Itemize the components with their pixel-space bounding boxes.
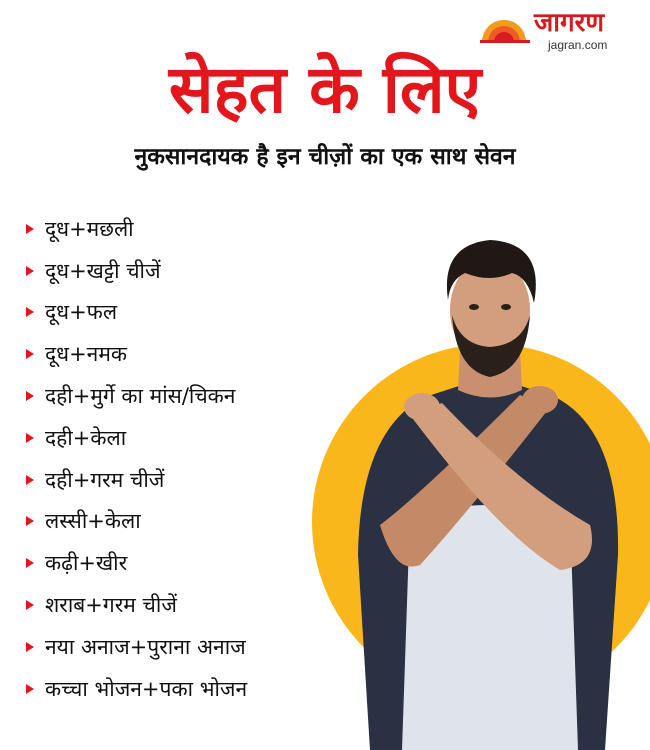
list-item — [26, 417, 247, 459]
list-item — [26, 375, 247, 417]
man-crossed-arms-illustration — [300, 225, 650, 750]
triangle-bullet-icon — [26, 349, 34, 359]
list-item — [26, 208, 247, 250]
brand-name: जागरण — [534, 8, 605, 38]
food-combination-list — [26, 208, 247, 710]
triangle-bullet-icon — [26, 307, 34, 317]
triangle-bullet-icon — [26, 433, 34, 443]
triangle-bullet-icon — [26, 475, 34, 485]
right-eye — [501, 304, 511, 310]
list-item — [26, 501, 247, 543]
list-item — [26, 626, 247, 668]
triangle-bullet-icon — [26, 224, 34, 234]
list-item-text: लस्सी+केला — [45, 509, 141, 534]
list-item — [26, 542, 247, 584]
list-item-text: दही+मुर्गे का मांस/चिकन — [45, 384, 236, 409]
triangle-bullet-icon — [26, 391, 34, 401]
page-subtitle: नुकसानदायक है इन चीज़ों का एक साथ सेवन — [134, 144, 516, 170]
sun-logo-icon — [478, 14, 534, 44]
list-item-text: दही+केला — [45, 425, 127, 450]
list-item-text: दूध+खट्टी चीजें — [45, 258, 161, 283]
list-item — [26, 668, 247, 710]
list-item-text: कढ़ी+खीर — [45, 551, 128, 576]
list-item — [26, 333, 247, 375]
triangle-bullet-icon — [26, 600, 34, 610]
list-item — [26, 459, 247, 501]
triangle-bullet-icon — [26, 642, 34, 652]
page-title: सेहत के लिए — [168, 51, 482, 128]
list-item-text: कच्चा भोजन+पका भोजन — [45, 676, 248, 701]
triangle-bullet-icon — [26, 684, 34, 694]
list-item-text: दही+गरम चीजें — [45, 467, 165, 492]
list-item — [26, 292, 247, 334]
list-item — [26, 250, 247, 292]
triangle-bullet-icon — [26, 516, 34, 526]
triangle-bullet-icon — [26, 266, 34, 276]
list-item-text: शराब+गरम चीजें — [45, 593, 177, 618]
list-item-text: दूध+फल — [45, 300, 118, 325]
left-eye — [469, 304, 479, 310]
list-item-text: दूध+नमक — [45, 342, 128, 367]
right-hand — [522, 386, 558, 414]
triangle-bullet-icon — [26, 558, 34, 568]
list-item — [26, 584, 247, 626]
brand-url: jagran.com — [548, 38, 608, 52]
list-item-text: नया अनाज+पुराना अनाज — [45, 634, 246, 659]
left-hand — [404, 393, 440, 421]
list-item-text: दूध+मछली — [45, 216, 134, 241]
